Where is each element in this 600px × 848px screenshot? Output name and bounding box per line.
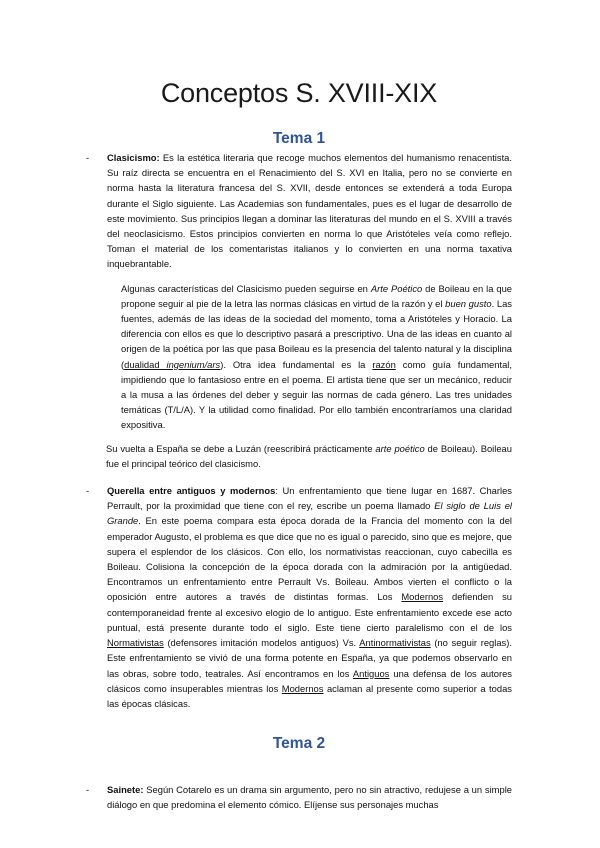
text-run: Algunas características del Clasicismo pueden seguirse en: [121, 282, 371, 294]
text-run: . Las fuentes, además de las ideas de la sociedad del momento, toma a Aristóteles y Horacio. La diferencia con ellos es que lo descriptivo pasará a prescriptivo. Una de las ideas en cuanto al origen de la poética por las que pasa Boileau es la presencia del talento natural y la disciplina (: [121, 297, 512, 370]
bullet-marker: -: [86, 784, 90, 796]
sainete-definition: Según Cotarelo es un drama sin argumento, pero no sin atractivo, redujese a un simple diálogo en que predomina el elemento cómico. Elíjense sus personajes muchas: [107, 784, 512, 811]
paragraph-vuelta-espana: [86, 441, 512, 471]
bullet-querella: [86, 483, 512, 711]
underline-modernos: Modernos: [401, 591, 444, 603]
term-sainete: Sainete:: [107, 784, 144, 796]
text-run: dualidad: [124, 358, 167, 370]
text-run: de Boileau). Boileau fue el principal teórico del clasicismo.: [106, 442, 512, 469]
bullet-clasicismo: [86, 150, 512, 272]
text-run: Su vuelta a España se debe a Luzán (reescribirá prácticamente: [106, 442, 376, 454]
italic-ingenium-ars: ingenium/ars: [166, 358, 221, 370]
text-run: defienden su contemporaneidad frente al excesivo elogio de lo antiguo. Este enfrentamiento excede ese acto puntual, está presente durante todo el siglo. Este tiene cierto paralelismo con el de los: [107, 591, 512, 633]
italic-buen-gusto: buen gusto: [445, 297, 492, 309]
term-clasicismo: Clasicismo:: [107, 152, 160, 163]
text-run: : Un enfrentamiento que tiene lugar en 1687. Charles Perrault, por la proximidad que tiene con el rey, escribe un poema llamado: [107, 485, 512, 512]
text-run: (defensores imitación modelos antiguos) Vs.: [163, 637, 360, 649]
term-querella: Querella entre antiguos y modernos: [107, 485, 276, 497]
text-run: ). Otra idea fundamental es la: [220, 358, 373, 370]
document-title: Conceptos S. XVIII-XIX: [160, 78, 438, 108]
bullet-marker: -: [86, 152, 90, 163]
section-heading-tema-2: Tema 2: [272, 735, 326, 753]
bullet-marker: -: [86, 485, 90, 497]
underline-dualidad: [124, 359, 220, 370]
underline-modernos: Modernos: [281, 682, 324, 694]
text-run: . En este poema compara esta época dorada de la Francia del momento con la del emperador Augusto, el problema es que dice que no es igual o parecido, sino que es mejore, que supera el esplendor de los clásicos. Con ello, los normativistas reaccionan, cuyo cabecilla es Boileau. Colisiona la concepción de la época dorada con la admiración por la antigüedad. Encontramos un enfrentamiento entre Perrault Vs. Boileau. Ambos vierten el conflicto o la oposición entre autores a través de distintas formas. Los: [107, 515, 512, 603]
underline-antiguos: Antiguos: [352, 667, 390, 679]
italic-arte-poetico: Arte Poético: [370, 282, 423, 294]
text-run: una defensa de los autores clásicos como insuperables mientras los: [107, 667, 512, 694]
section-heading-tema-1: Tema 1: [272, 130, 326, 147]
underline-antinormativistas: Antinormativistas: [359, 637, 431, 649]
underline-normativistas: Normativistas: [107, 637, 164, 649]
bullet-sainete: [86, 782, 512, 812]
italic-arte-poetico: arte poético: [375, 442, 425, 454]
text-run: (no seguir reglas). Este enfrentamiento se vivió de una forma potente en España, ya que podemos observarlo en las obras, sobre todo, teatrales. Así encontramos en los: [107, 637, 512, 679]
paragraph-caracteristicas: [86, 281, 512, 433]
underline-razon: razón: [372, 358, 396, 370]
text-run: de Boileau en la que propone seguir al pie de la letra las normas clásicas en virtud de la razón y el: [121, 282, 512, 309]
text-run: aclaman al presente como superior a todas las épocas clásicas.: [107, 682, 512, 709]
italic-el-siglo-de-luis: El siglo de Luis el Grande: [107, 500, 513, 527]
clasicismo-definition: Es la estética literaria que recoge muchos elementos del humanismo renacentista. Su raíz directa se encuentra en el Renacimiento del S. XVI en Italia, pero no se convierte en norma hasta la literatura francesa del S. XVII, desde entonces se extenderá a toda Europa durante el Siglo siguiente. Las Academias son fundamentales, pues es el lugar de desarrollo de este movimiento. Sus principios llegan a dominar las literaturas del mundo en el S. XVIII a través del neoclasicismo. Estos principios convierten en norma lo que Aristóteles veía como reflejo. Toman el material de los comentaristas italianos y lo convierten en una norma taxativa inquebrantable.: [107, 152, 512, 270]
text-run: como guía fundamental, impidiendo que lo fantasioso entre en el poema. El artista tiene que ser un mecánico, reducir a la musa a las órdenes del deber y seguir las normas de cada género. Las tres unidades temáticas (T/L/A). Y la utilidad como finalidad. Por ello también encontraríamos una claridad expositiva.: [121, 358, 512, 431]
